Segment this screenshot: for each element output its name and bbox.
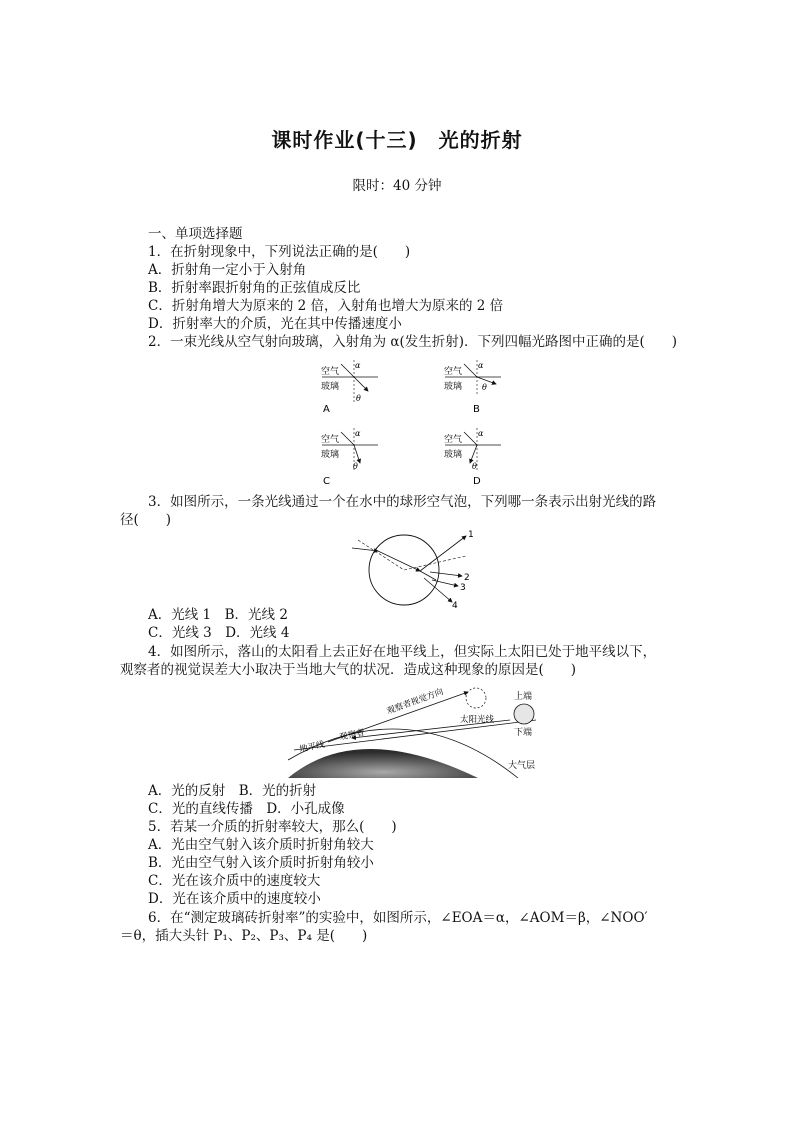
air-label: 空气 <box>444 367 463 377</box>
q3-options-cd: C．光线 3 D．光线 4 <box>148 625 290 641</box>
ray-label-4: 4 <box>452 601 458 610</box>
q1-option-a: A．折射角一定小于入射角 <box>148 262 307 278</box>
q3-bubble-diagram <box>348 528 478 610</box>
page-title: 课时作业(十三) 光的折射 <box>271 128 523 152</box>
alpha-symbol: α <box>355 361 361 370</box>
diagram-label-b: B <box>473 404 480 415</box>
alpha-symbol: α <box>478 429 484 438</box>
apparent-sun <box>466 688 486 708</box>
diagram-label-c: C <box>323 476 330 487</box>
horizon-line <box>294 720 536 750</box>
diagram-d <box>444 428 501 487</box>
section-heading: 一、单项选择题 <box>148 226 243 242</box>
q1-option-c: C．折射角增大为原来的 2 倍，入射角也增大为原来的 2 倍 <box>148 298 504 314</box>
q3-stem-line1: 3．如图所示，一条光线通过一个在水中的球形空气泡，下列哪一条表示出射光线的路 <box>148 494 657 510</box>
q1-stem: 1．在折射现象中，下列说法正确的是( ) <box>148 244 411 260</box>
ray-label-3: 3 <box>460 583 466 593</box>
air-label: 空气 <box>321 435 340 445</box>
q3-stem-line2: 径( ) <box>120 512 172 528</box>
q2-refraction-diagrams <box>312 356 512 488</box>
q4-options-cd: C．光的直线传播 D．小孔成像 <box>148 801 345 817</box>
q3-options-ab: A．光线 1 B．光线 2 <box>148 607 288 623</box>
glass-label: 玻璃 <box>444 450 463 460</box>
q4-stem-line2: 观察者的视觉误差大小取决于当地大气的状况．造成这种现象的原因是( ) <box>120 662 577 678</box>
q6-stem-line1: 6．在“测定玻璃砖折射率”的实验中，如图所示，∠EOA＝α，∠AOM＝β，∠NOO′ <box>148 910 648 926</box>
alpha-symbol: α <box>478 361 484 370</box>
horizon-label: 地平线 <box>298 739 326 755</box>
theta-symbol: θ <box>472 462 477 471</box>
q5-option-c: C．光在该介质中的速度较大 <box>148 873 321 889</box>
alpha-symbol: α <box>355 429 361 438</box>
q5-option-b: B．光由空气射入该介质时折射角较小 <box>148 855 374 871</box>
air-label: 空气 <box>444 435 463 445</box>
theta-symbol: θ <box>482 383 487 392</box>
q1-option-d: D．折射率大的介质，光在其中传播速度小 <box>148 316 402 332</box>
diagram-a <box>321 360 378 415</box>
glass-label: 玻璃 <box>444 382 463 392</box>
ray-label-1: 1 <box>468 530 474 540</box>
ray-2 <box>430 572 462 576</box>
observer-label: 观察者 <box>338 727 366 743</box>
ray-1 <box>420 536 466 571</box>
q5-option-a: A．光由空气射入该介质时折射角较大 <box>148 837 374 853</box>
q5-stem: 5．若某一介质的折射率较大，那么( ) <box>148 819 397 835</box>
glass-label: 玻璃 <box>321 382 340 392</box>
sun-ray-label: 太阳光线 <box>460 715 495 725</box>
q4-sunset-diagram <box>288 680 558 778</box>
q2-stem: 2．一束光线从空气射向玻璃，入射角为 α(发生折射)．下列四幅光路图中正确的是( ) <box>148 334 678 350</box>
q5-option-d: D．光在该介质中的速度较小 <box>148 891 321 907</box>
ray-label-2: 2 <box>464 573 470 583</box>
theta-symbol: θ <box>353 462 358 471</box>
earth <box>288 749 478 778</box>
upper-end-label: 上端 <box>514 692 533 702</box>
lower-end-label: 下端 <box>514 728 533 738</box>
diagram-b <box>444 360 501 415</box>
diagram-label-a: A <box>323 404 330 415</box>
air-label: 空气 <box>321 367 340 377</box>
q1-option-b: B．折射率跟折射角的正弦值成反比 <box>148 280 361 296</box>
diagram-label-d: D <box>473 476 481 487</box>
glass-label: 玻璃 <box>321 450 340 460</box>
q4-stem-line1: 4．如图所示，落山的太阳看上去正好在地平线上，但实际上太阳已处于地平线以下， <box>148 644 657 660</box>
q4-options-ab: A．光的反射 B．光的折射 <box>148 783 317 799</box>
diagram-c <box>321 428 378 487</box>
actual-sun <box>514 704 534 724</box>
view-direction-label: 观察者视觉方向 <box>385 687 445 717</box>
theta-symbol: θ <box>356 394 361 403</box>
q6-stem-line2: ＝θ，插大头针 P₁、P₂、P₃、P₄ 是( ) <box>120 928 368 944</box>
atmosphere-label: 大气层 <box>508 761 536 771</box>
time-limit: 限时：40 分钟 <box>352 178 442 194</box>
